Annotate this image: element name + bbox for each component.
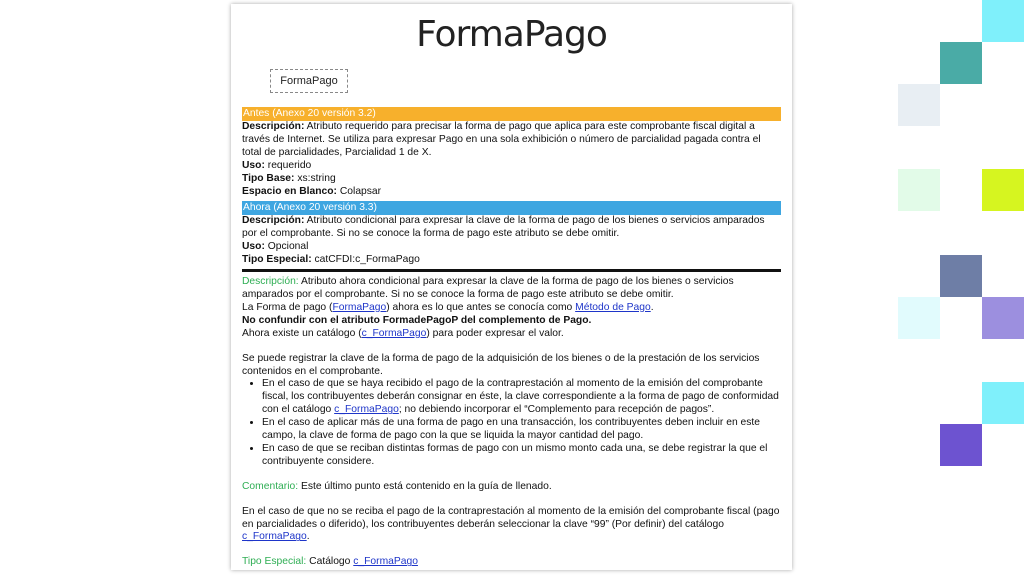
- list-item: • En el caso de que se haya recibido el pago de la contraprestación al momento de la emisión del comprobante fiscal, los contribuyentes deberán consignar en éste, la clave correspondiente a la forma de pago de conformidad con el catálogo c_FormaPago; no debiendo incorporar el “Complemento para recepción de pagos”.: [262, 378, 781, 417]
- c-formapago-link[interactable]: c_FormaPago: [334, 404, 399, 416]
- decor-square: [940, 424, 982, 466]
- list-item: • En el caso de aplicar más de una forma de pago en una transacción, los contribuyentes deben incluir en este campo, la clave de forma de pago con la que se liquida la mayor cantidad del pago.: [262, 417, 781, 443]
- ahora-tipo-especial: Tipo Especial: catCFDI:c_FormaPago: [242, 254, 420, 266]
- decor-square: [940, 255, 982, 297]
- formapago-link[interactable]: FormaPago: [332, 301, 387, 313]
- document-content: [242, 107, 781, 569]
- decor-square: [982, 382, 1024, 424]
- ahora-uso: Uso: Opcional: [242, 241, 309, 253]
- notes-caso-diferido: En el caso de que no se reciba el pago de la contraprestación al momento de la emisión del comprobante fiscal (pago en parcialidades o diferido), los contribuyentes deberán seleccionar la clave “99” (Por definir) del catálogo c_FormaPago.: [242, 505, 780, 543]
- divider: [242, 269, 781, 272]
- decor-square: [898, 84, 940, 126]
- notes-tipo-especial: Tipo Especial: Catálogo c_FormaPago: [242, 556, 418, 568]
- page-title: FormaPago: [416, 14, 607, 55]
- decor-square: [982, 297, 1024, 339]
- antes-uso: Uso: requerido: [242, 159, 312, 171]
- decor-square: [898, 297, 940, 339]
- decor-square: [898, 169, 940, 211]
- notes-forma-pago: La Forma de pago (FormaPago) ahora es lo que antes se conocía como Método de Pago.: [242, 301, 654, 313]
- notes-registrar: Se puede registrar la clave de la forma de pago de la adquisición de los bienes o de la prestación de los servicios contenidos en el comprobante.: [242, 352, 760, 377]
- element-box: FormaPago: [270, 69, 348, 93]
- notes-no-confundir: No confundir con el atributo FormadePagoP del complemento de Pago.: [242, 314, 592, 326]
- antes-tipo-base: Tipo Base: xs:string: [242, 172, 336, 184]
- notes-bullet-list: [242, 378, 781, 468]
- antes-header: Antes (Anexo 20 versión 3.2): [242, 107, 781, 121]
- metodo-pago-link[interactable]: Método de Pago: [575, 301, 651, 313]
- ahora-header: Ahora (Anexo 20 versión 3.3): [242, 201, 781, 215]
- document-page: [231, 4, 792, 570]
- decor-square: [982, 169, 1024, 211]
- list-item: • En caso de que se reciban distintas formas de pago con un mismo monto cada una, se debe registrar la que el contribuyente considere.: [262, 443, 781, 469]
- notes-catalogo: Ahora existe un catálogo (c_FormaPago) para poder expresar el valor.: [242, 327, 564, 339]
- c-formapago-link[interactable]: c_FormaPago: [361, 327, 427, 339]
- antes-espacio: Espacio en Blanco: Colapsar: [242, 185, 382, 197]
- decor-square: [982, 0, 1024, 42]
- decor-square: [940, 42, 982, 84]
- c-formapago-link[interactable]: c_FormaPago: [353, 556, 418, 568]
- antes-description: Descripción: Atributo requerido para precisar la forma de pago que aplica para este comprobante fiscal digital a través de Internet. Se utiliza para expresar Pago en una sola exhibición o número de parcialidad pagada contra el total de parcialidades, Parcialidad 1 de X.: [242, 121, 761, 158]
- notes-comentario: Comentario: Este último punto está contenido en la guía de llenado.: [242, 480, 552, 492]
- notes-description: Descripción: Atributo ahora condicional para expresar la clave de la forma de pago de los bienes o servicios amparados por el comprobante. Si no se conoce la forma de pago este atributo se debe omitir.: [242, 276, 734, 300]
- ahora-description: Descripción: Atributo condicional para expresar la clave de la forma de pago de los bienes o servicios amparados por el comprobante. Si no se conoce la forma de pago este atributo se debe omitir.: [242, 215, 765, 240]
- c-formapago-link[interactable]: c_FormaPago: [242, 531, 307, 543]
